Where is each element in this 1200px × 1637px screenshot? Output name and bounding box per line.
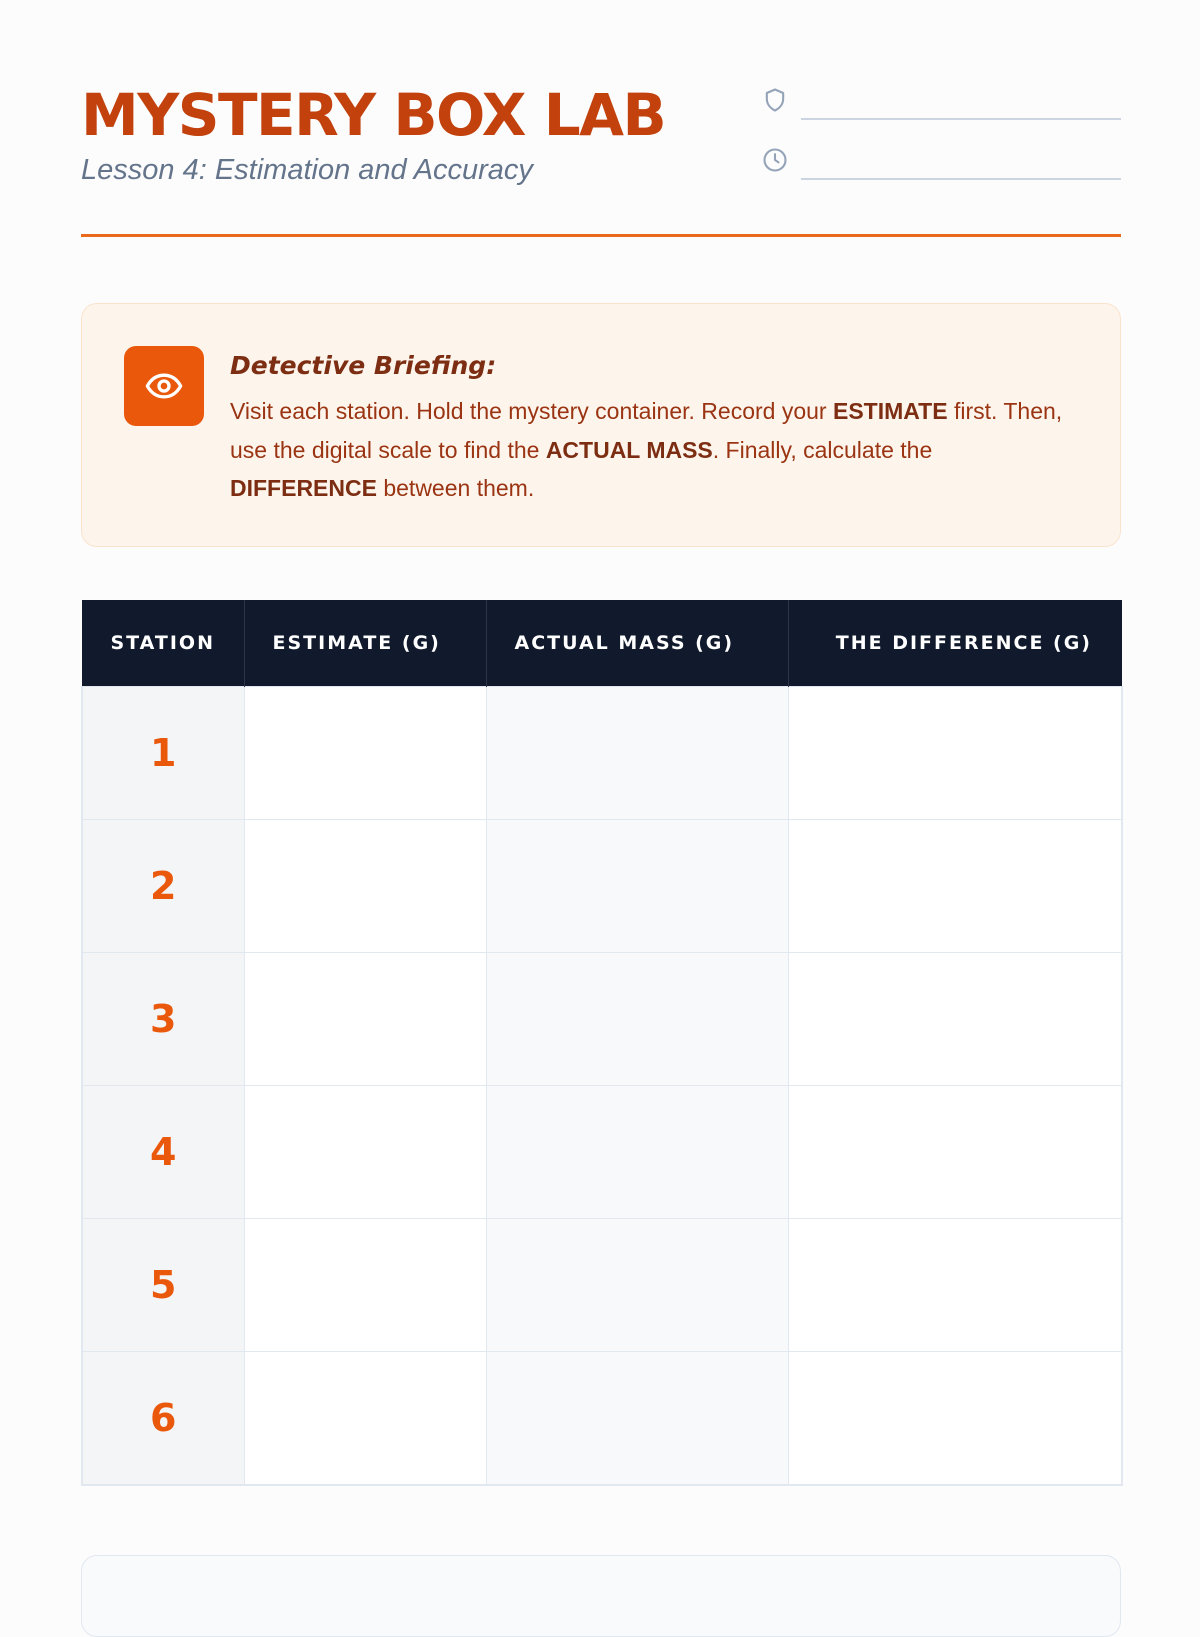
difference-cell[interactable] (788, 1352, 1122, 1486)
notes-card (81, 1555, 1121, 1637)
shield-icon (761, 86, 789, 114)
difference-cell[interactable] (788, 820, 1122, 953)
briefing-icon-badge (124, 346, 204, 426)
column-header-estimate: ESTIMATE (G) (244, 600, 486, 687)
results-table (81, 600, 1123, 1486)
page-title: MYSTERY BOX LAB (81, 81, 666, 149)
time-field[interactable] (801, 144, 1121, 180)
actual-mass-cell[interactable] (486, 953, 788, 1086)
station-number: 4 (82, 1086, 244, 1219)
name-field-row (761, 84, 1121, 120)
eye-icon (144, 366, 184, 406)
station-number: 2 (82, 820, 244, 953)
briefing-instructions: Visit each station. Hold the mystery container. Record your ESTIMATE first. Then, use the digital scale to find the ACTUAL MASS. Finally, calculate the DIFFERENCE between them. (230, 398, 1063, 501)
briefing-title: Detective Briefing: (230, 351, 497, 380)
estimate-cell[interactable] (244, 953, 486, 1086)
actual-mass-cell[interactable] (486, 1352, 788, 1486)
table-row (82, 820, 1122, 953)
station-number: 5 (82, 1219, 244, 1352)
keyword-difference: DIFFERENCE (230, 475, 377, 501)
time-field-row (761, 144, 1121, 180)
station-number: 3 (82, 953, 244, 1086)
header-divider (81, 234, 1121, 237)
estimate-cell[interactable] (244, 1219, 486, 1352)
column-header-station: STATION (82, 600, 244, 687)
keyword-actual-mass: ACTUAL MASS (545, 436, 713, 463)
actual-mass-cell[interactable] (486, 687, 788, 820)
difference-cell[interactable] (788, 687, 1122, 820)
difference-cell[interactable] (788, 953, 1122, 1086)
column-header-difference: THE DIFFERENCE (G) (788, 600, 1122, 687)
name-field[interactable] (801, 84, 1121, 120)
estimate-cell[interactable] (244, 1086, 486, 1219)
actual-mass-cell[interactable] (486, 1086, 788, 1219)
table-row (82, 1086, 1122, 1219)
actual-mass-cell[interactable] (486, 1219, 788, 1352)
page-subtitle: Lesson 4: Estimation and Accuracy (81, 154, 533, 186)
table-row (82, 1219, 1122, 1352)
briefing-card (81, 303, 1121, 547)
station-number: 6 (82, 1352, 244, 1486)
difference-cell[interactable] (788, 1219, 1122, 1352)
table-header-row (82, 600, 1122, 687)
table-row (82, 687, 1122, 820)
column-header-actual-mass: ACTUAL MASS (G) (486, 600, 788, 687)
clock-icon (761, 146, 789, 174)
estimate-cell[interactable] (244, 687, 486, 820)
keyword-estimate: ESTIMATE (832, 398, 948, 424)
worksheet-page (81, 0, 1121, 1600)
difference-cell[interactable] (788, 1086, 1122, 1219)
actual-mass-cell[interactable] (486, 820, 788, 953)
estimate-cell[interactable] (244, 820, 486, 953)
station-number: 1 (82, 687, 244, 820)
estimate-cell[interactable] (244, 1352, 486, 1486)
table-row (82, 953, 1122, 1086)
table-row (82, 1352, 1122, 1486)
results-table-wrap (81, 600, 1121, 1486)
